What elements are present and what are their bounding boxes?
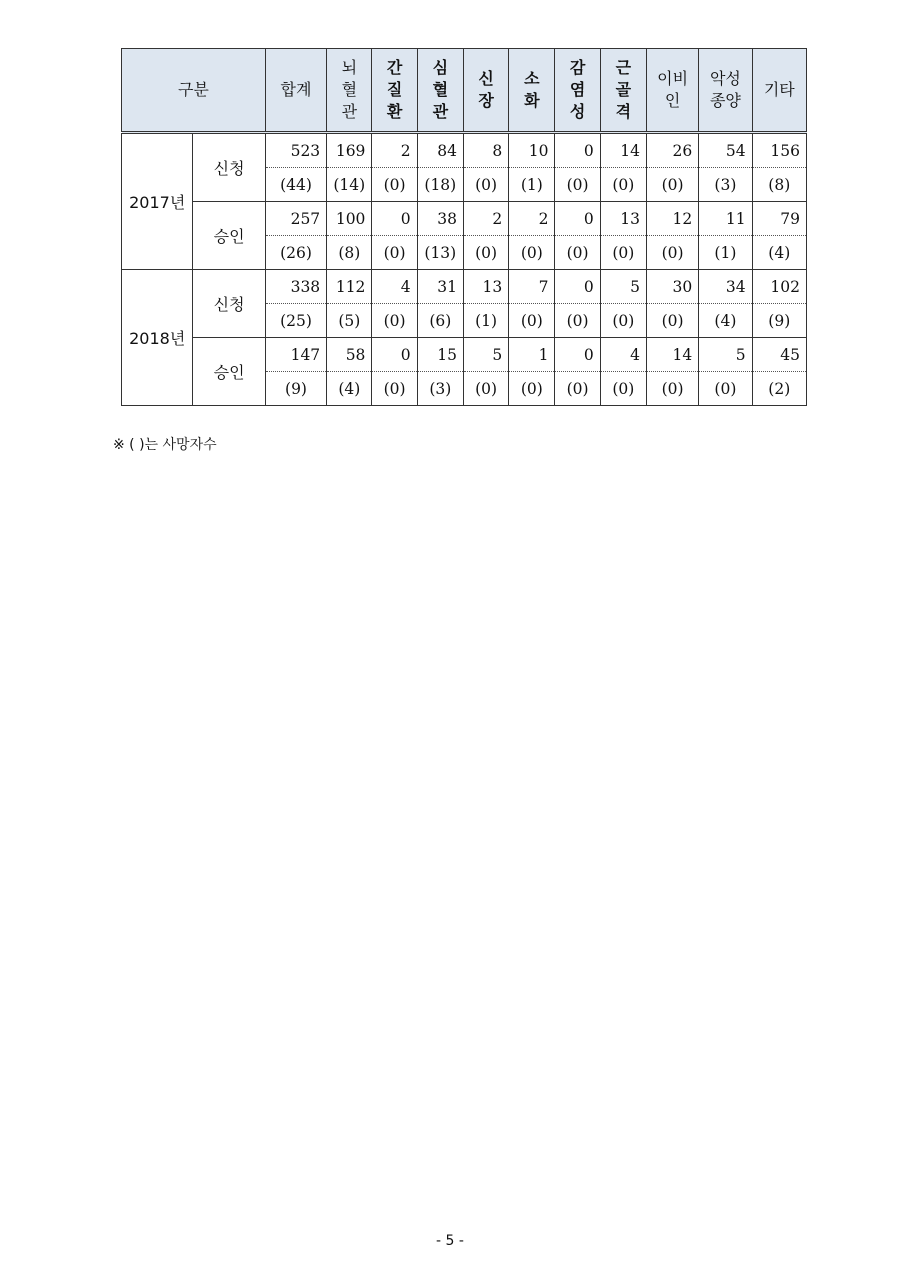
- deaths-cell: (18): [417, 168, 463, 202]
- deaths-cell: (0): [600, 236, 646, 270]
- count-cell: 0: [372, 202, 417, 236]
- count-cell: 4: [372, 270, 417, 304]
- header-column-line: 심: [432, 58, 449, 77]
- count-cell: 0: [555, 133, 600, 168]
- header-column-line: 관: [341, 102, 358, 121]
- deaths-cell: (5): [327, 304, 372, 338]
- deaths-cell: (0): [600, 372, 646, 406]
- deaths-cell: (6): [417, 304, 463, 338]
- count-cell: 31: [417, 270, 463, 304]
- header-column-line: 성: [569, 102, 586, 121]
- header-column-line: 이비: [657, 69, 689, 88]
- count-cell: 5: [463, 338, 508, 372]
- count-cell: 0: [555, 270, 600, 304]
- count-cell: 13: [463, 270, 508, 304]
- count-row: [122, 270, 807, 304]
- count-cell: 2: [463, 202, 508, 236]
- deaths-cell: (0): [463, 168, 508, 202]
- deaths-cell: (1): [699, 236, 752, 270]
- count-cell: 14: [646, 338, 698, 372]
- header-column-line: 합계: [280, 80, 312, 99]
- header-column: [646, 49, 698, 133]
- count-cell: 34: [699, 270, 752, 304]
- deaths-cell: (0): [555, 304, 600, 338]
- count-row: [122, 202, 807, 236]
- deaths-cell: (0): [372, 304, 417, 338]
- deaths-cell: (0): [509, 372, 555, 406]
- header-column: [555, 49, 600, 133]
- header-column-line: 인: [664, 91, 681, 110]
- deaths-cell: (0): [372, 168, 417, 202]
- deaths-cell: (0): [372, 372, 417, 406]
- header-column: [509, 49, 555, 133]
- count-cell: 54: [699, 133, 752, 168]
- kind-cell: 승인: [193, 338, 265, 406]
- header-column-line: 간: [386, 58, 403, 77]
- deaths-cell: (2): [752, 372, 806, 406]
- header-column-line: 염: [569, 80, 586, 99]
- count-cell: 45: [752, 338, 806, 372]
- count-cell: 26: [646, 133, 698, 168]
- header-column-line: 기타: [763, 80, 795, 99]
- header-column-line: 화: [524, 91, 540, 110]
- header-column: [327, 49, 372, 133]
- deaths-cell: (1): [463, 304, 508, 338]
- deaths-cell: (8): [327, 236, 372, 270]
- deaths-cell: (4): [699, 304, 752, 338]
- deaths-cell: (0): [699, 372, 752, 406]
- deaths-cell: (0): [646, 372, 698, 406]
- count-cell: 84: [417, 133, 463, 168]
- header-column: [699, 49, 752, 133]
- header-column-line: 혈: [432, 80, 449, 99]
- count-cell: 1: [509, 338, 555, 372]
- deaths-cell: (0): [509, 304, 555, 338]
- deaths-cell: (9): [752, 304, 806, 338]
- header-column-line: 악성: [709, 69, 741, 88]
- year-cell: 2017년: [122, 133, 193, 270]
- deaths-cell: (0): [600, 168, 646, 202]
- header-column-line: 관: [432, 102, 449, 121]
- header-column-line: 질: [386, 80, 403, 99]
- count-row: [122, 133, 807, 168]
- header-column-line: 감: [569, 58, 586, 77]
- header-column-line: 소: [524, 69, 540, 88]
- count-cell: 15: [417, 338, 463, 372]
- deaths-cell: (0): [646, 304, 698, 338]
- deaths-cell: (44): [265, 168, 326, 202]
- deaths-cell: (0): [372, 236, 417, 270]
- header-column: [463, 49, 508, 133]
- header-column: [372, 49, 417, 133]
- header-column-line: 장: [478, 91, 494, 110]
- count-cell: 2: [509, 202, 555, 236]
- deaths-cell: (0): [646, 236, 698, 270]
- kind-cell: 승인: [193, 202, 265, 270]
- count-cell: 14: [600, 133, 646, 168]
- kind-cell: 신청: [193, 133, 265, 202]
- deaths-cell: (4): [752, 236, 806, 270]
- deaths-cell: (0): [600, 304, 646, 338]
- count-cell: 30: [646, 270, 698, 304]
- header-column-line: 혈: [341, 80, 358, 99]
- page-number: - 5 -: [436, 1233, 464, 1249]
- kind-cell: 신청: [193, 270, 265, 338]
- deaths-cell: (9): [265, 372, 326, 406]
- count-cell: 100: [327, 202, 372, 236]
- count-cell: 7: [509, 270, 555, 304]
- count-cell: 156: [752, 133, 806, 168]
- count-cell: 2: [372, 133, 417, 168]
- count-cell: 102: [752, 270, 806, 304]
- deaths-cell: (3): [699, 168, 752, 202]
- deaths-cell: (0): [555, 168, 600, 202]
- count-cell: 0: [555, 202, 600, 236]
- deaths-cell: (26): [265, 236, 326, 270]
- deaths-cell: (14): [327, 168, 372, 202]
- year-cell: 2018년: [122, 270, 193, 406]
- deaths-cell: (0): [555, 372, 600, 406]
- header-column-line: 환: [386, 102, 403, 121]
- count-cell: 523: [265, 133, 326, 168]
- count-cell: 169: [327, 133, 372, 168]
- count-cell: 147: [265, 338, 326, 372]
- deaths-cell: (8): [752, 168, 806, 202]
- deaths-cell: (0): [646, 168, 698, 202]
- deaths-cell: (0): [555, 236, 600, 270]
- header-column: [752, 49, 806, 133]
- deaths-cell: (0): [509, 236, 555, 270]
- count-cell: 112: [327, 270, 372, 304]
- deaths-cell: (3): [417, 372, 463, 406]
- count-cell: 0: [372, 338, 417, 372]
- count-cell: 58: [327, 338, 372, 372]
- header-column-line: 골: [615, 80, 632, 99]
- header-column: [265, 49, 326, 133]
- header-column-line: 근: [615, 58, 632, 77]
- header-column: [600, 49, 646, 133]
- count-cell: 8: [463, 133, 508, 168]
- count-row: [122, 338, 807, 372]
- deaths-cell: (4): [327, 372, 372, 406]
- header-row: [122, 49, 807, 133]
- deaths-cell: (25): [265, 304, 326, 338]
- count-cell: 12: [646, 202, 698, 236]
- count-cell: 338: [265, 270, 326, 304]
- table-body: [122, 133, 807, 406]
- count-cell: 0: [555, 338, 600, 372]
- header-column-line: 뇌: [341, 58, 358, 77]
- count-cell: 11: [699, 202, 752, 236]
- count-cell: 13: [600, 202, 646, 236]
- deaths-cell: (13): [417, 236, 463, 270]
- header-column: [417, 49, 463, 133]
- statistics-table: [121, 48, 807, 406]
- header-category: 구분: [122, 49, 266, 133]
- deaths-cell: (0): [463, 372, 508, 406]
- count-cell: 5: [600, 270, 646, 304]
- header-column-line: 종양: [709, 91, 741, 110]
- deaths-cell: (1): [509, 168, 555, 202]
- count-cell: 257: [265, 202, 326, 236]
- count-cell: 79: [752, 202, 806, 236]
- deaths-cell: (0): [463, 236, 508, 270]
- header-column-line: 격: [615, 102, 632, 121]
- footnote: ※ ( )는 사망자수: [113, 437, 217, 453]
- header-column-line: 신: [478, 69, 494, 88]
- count-cell: 10: [509, 133, 555, 168]
- count-cell: 38: [417, 202, 463, 236]
- count-cell: 5: [699, 338, 752, 372]
- count-cell: 4: [600, 338, 646, 372]
